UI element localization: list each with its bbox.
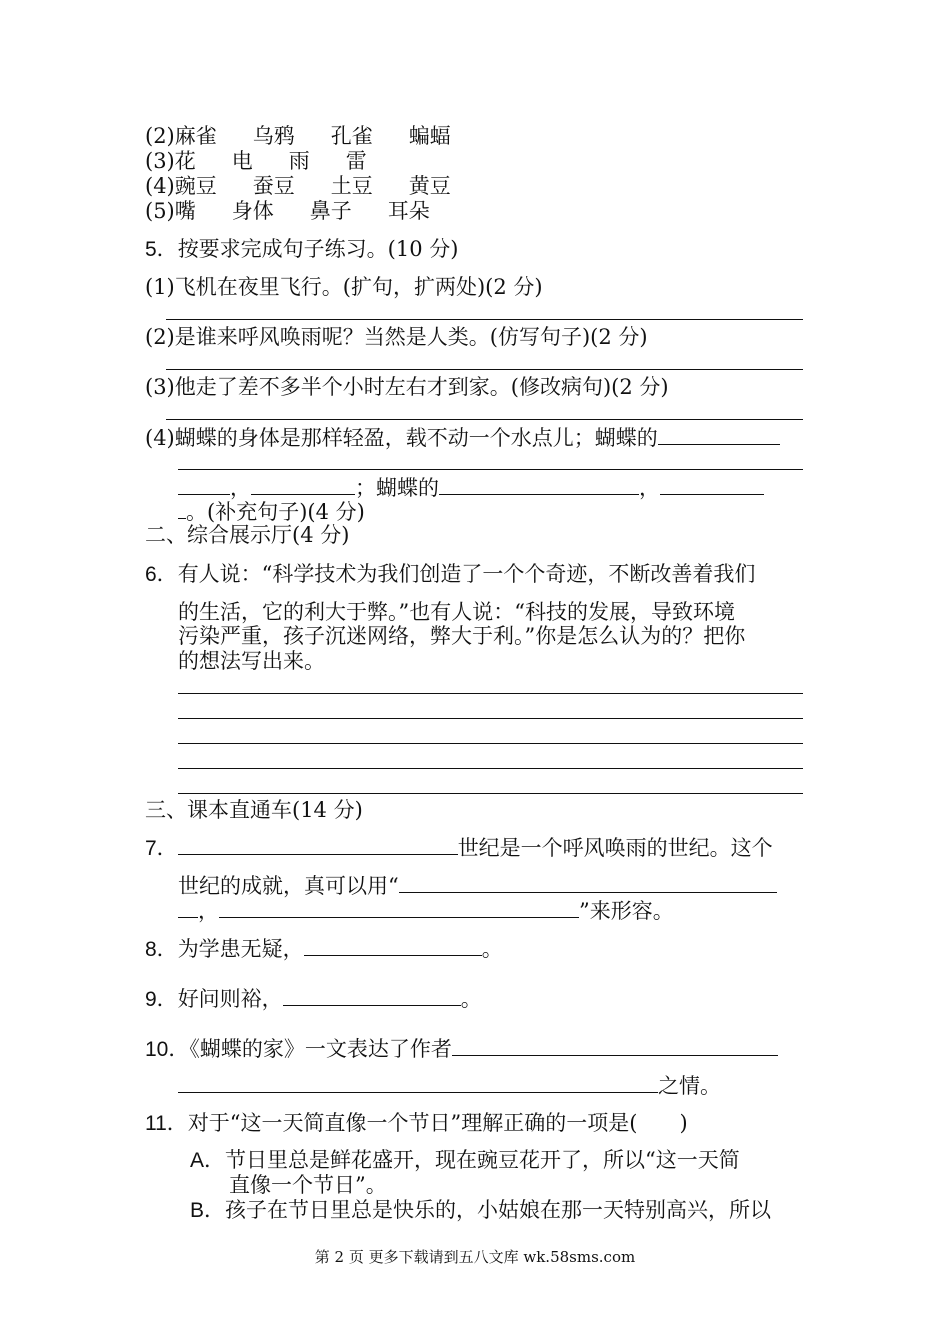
answer-line[interactable] <box>178 768 803 769</box>
q6-line-3: 污染严重，孩子沉迷网络，弊大于利。”你是怎么认为的？把你 <box>178 624 746 648</box>
word: 嘴 <box>174 199 196 223</box>
section-2-heading: 二、综合展示厅(4 分) <box>145 523 350 547</box>
question-text: 对于“这一天简直像一个节日”理解正确的一项是( ) <box>187 1111 688 1135</box>
option-label: B． <box>190 1199 226 1222</box>
question-text: 世纪的成就，真可以用“ <box>178 874 399 898</box>
fill-blank[interactable] <box>399 872 777 893</box>
question-number: 5． <box>145 238 178 261</box>
q10-line-1 <box>145 1035 778 1063</box>
answer-line[interactable] <box>178 743 803 744</box>
answer-line[interactable] <box>166 419 803 420</box>
q4-group-4 <box>145 173 451 199</box>
question-text: 有人说：“科学技术为我们创造了一个个奇迹，不断改善着我们 <box>177 562 756 586</box>
q9 <box>145 985 482 1013</box>
q5-item-2: (2)是谁来呼风唤雨呢？当然是人类。(仿写句子)(2 分) <box>145 325 648 349</box>
answer-line[interactable] <box>178 693 803 694</box>
q5-item-4 <box>145 424 780 451</box>
question-text: ”来形容。 <box>579 899 674 923</box>
fill-blank[interactable] <box>178 897 198 918</box>
item-text: ；蝴蝶的 <box>355 476 439 500</box>
q10-line-2 <box>178 1072 721 1099</box>
word: 电 <box>231 149 253 173</box>
fill-blank[interactable] <box>178 1072 658 1093</box>
q4-group-2 <box>145 123 451 149</box>
q5-item-4-line3 <box>178 498 365 525</box>
punct: 。 <box>460 987 482 1011</box>
q5-item-1: (1)飞机在夜里飞行。(扩句，扩两处)(2 分) <box>145 275 543 299</box>
q11-option-a-line2: 直像一个节日”。 <box>229 1173 387 1197</box>
question-text: 为学患无疑， <box>177 937 304 961</box>
q11-option-a[interactable] <box>190 1147 740 1174</box>
fill-blank[interactable] <box>439 474 639 495</box>
question-text: 按要求完成句子练习。(10 分) <box>177 237 459 261</box>
word: 孔雀 <box>330 124 373 148</box>
word: 花 <box>174 149 196 173</box>
q11-option-b[interactable] <box>190 1197 771 1224</box>
q6-line-1 <box>145 561 755 588</box>
question-text: 《蝴蝶的家》一文表达了作者 <box>189 1037 452 1061</box>
fill-blank[interactable] <box>283 985 461 1006</box>
q5-title <box>145 236 458 263</box>
page-footer: 第 2 页 更多下载请到五八文库 wk.58sms.com <box>314 1248 636 1266</box>
option-text: 孩子在节日里总是快乐的，小姑娘在那一天特别高兴，所以 <box>225 1198 772 1222</box>
fill-blank[interactable] <box>452 1035 778 1056</box>
q7-line-2 <box>178 872 777 899</box>
q4-group-5 <box>145 198 430 224</box>
word: 黄豆 <box>408 174 451 198</box>
item-text: (4)蝴蝶的身体是那样轻盈，载不动一个水点儿；蝴蝶的 <box>145 426 658 450</box>
fill-blank[interactable] <box>660 474 764 495</box>
group-label: (3) <box>145 149 175 173</box>
q11-stem <box>145 1110 688 1137</box>
word: 土豆 <box>330 174 373 198</box>
fill-blank[interactable] <box>178 498 186 519</box>
fill-blank[interactable] <box>178 834 458 855</box>
word: 蚕豆 <box>252 174 295 198</box>
answer-line[interactable] <box>178 793 803 794</box>
question-number: 9． <box>145 988 178 1011</box>
group-label: (4) <box>145 174 175 198</box>
answer-line[interactable] <box>166 319 803 320</box>
option-label: A． <box>190 1149 226 1172</box>
fill-blank[interactable] <box>251 474 355 495</box>
punct: ， <box>639 476 660 500</box>
word: 鼻子 <box>309 199 352 223</box>
word: 豌豆 <box>174 174 217 198</box>
question-text: 之情。 <box>658 1074 721 1098</box>
section-3-heading: 三、课本直通车(14 分) <box>145 798 363 822</box>
q6-line-4: 的想法写出来。 <box>178 649 325 673</box>
q4-group-3 <box>145 148 367 174</box>
word: 蝙蝠 <box>408 124 451 148</box>
q5-item-3: (3)他走了差不多半个小时左右才到家。(修改病句)(2 分) <box>145 375 669 399</box>
answer-line[interactable] <box>178 718 803 719</box>
question-number: 11． <box>145 1112 188 1135</box>
question-number: 7． <box>145 837 178 860</box>
word: 雨 <box>288 149 310 173</box>
punct: ， <box>230 476 251 500</box>
word: 乌鸦 <box>252 124 295 148</box>
question-number: 10． <box>145 1038 190 1061</box>
punct: 。 <box>481 937 503 961</box>
fill-blank[interactable] <box>658 424 780 445</box>
question-text: 世纪是一个呼风唤雨的世纪。这个 <box>457 836 773 860</box>
fill-blank[interactable] <box>178 474 230 495</box>
q7-line-3 <box>178 897 674 924</box>
answer-line[interactable] <box>166 369 803 370</box>
word: 麻雀 <box>174 124 217 148</box>
q8 <box>145 935 503 963</box>
punct: ， <box>198 899 219 923</box>
answer-line[interactable] <box>178 469 803 470</box>
word: 耳朵 <box>387 199 430 223</box>
question-number: 8． <box>145 938 178 961</box>
fill-blank[interactable] <box>219 897 579 918</box>
group-label: (5) <box>145 199 175 223</box>
q6-line-2: 的生活，它的利大于弊。”也有人说：“科技的发展，导致环境 <box>178 600 735 624</box>
q5-item-4-line2 <box>178 474 764 501</box>
word: 雷 <box>345 149 367 173</box>
question-number: 6． <box>145 563 178 586</box>
option-text: 节日里总是鲜花盛开，现在豌豆花开了，所以“这一天简 <box>225 1148 740 1172</box>
word: 身体 <box>231 199 274 223</box>
group-label: (2) <box>145 124 175 148</box>
item-text: 。(补充句子)(4 分) <box>186 500 365 524</box>
question-text: 好问则裕， <box>177 987 283 1011</box>
fill-blank[interactable] <box>304 935 482 956</box>
q7-line-1 <box>145 834 773 862</box>
